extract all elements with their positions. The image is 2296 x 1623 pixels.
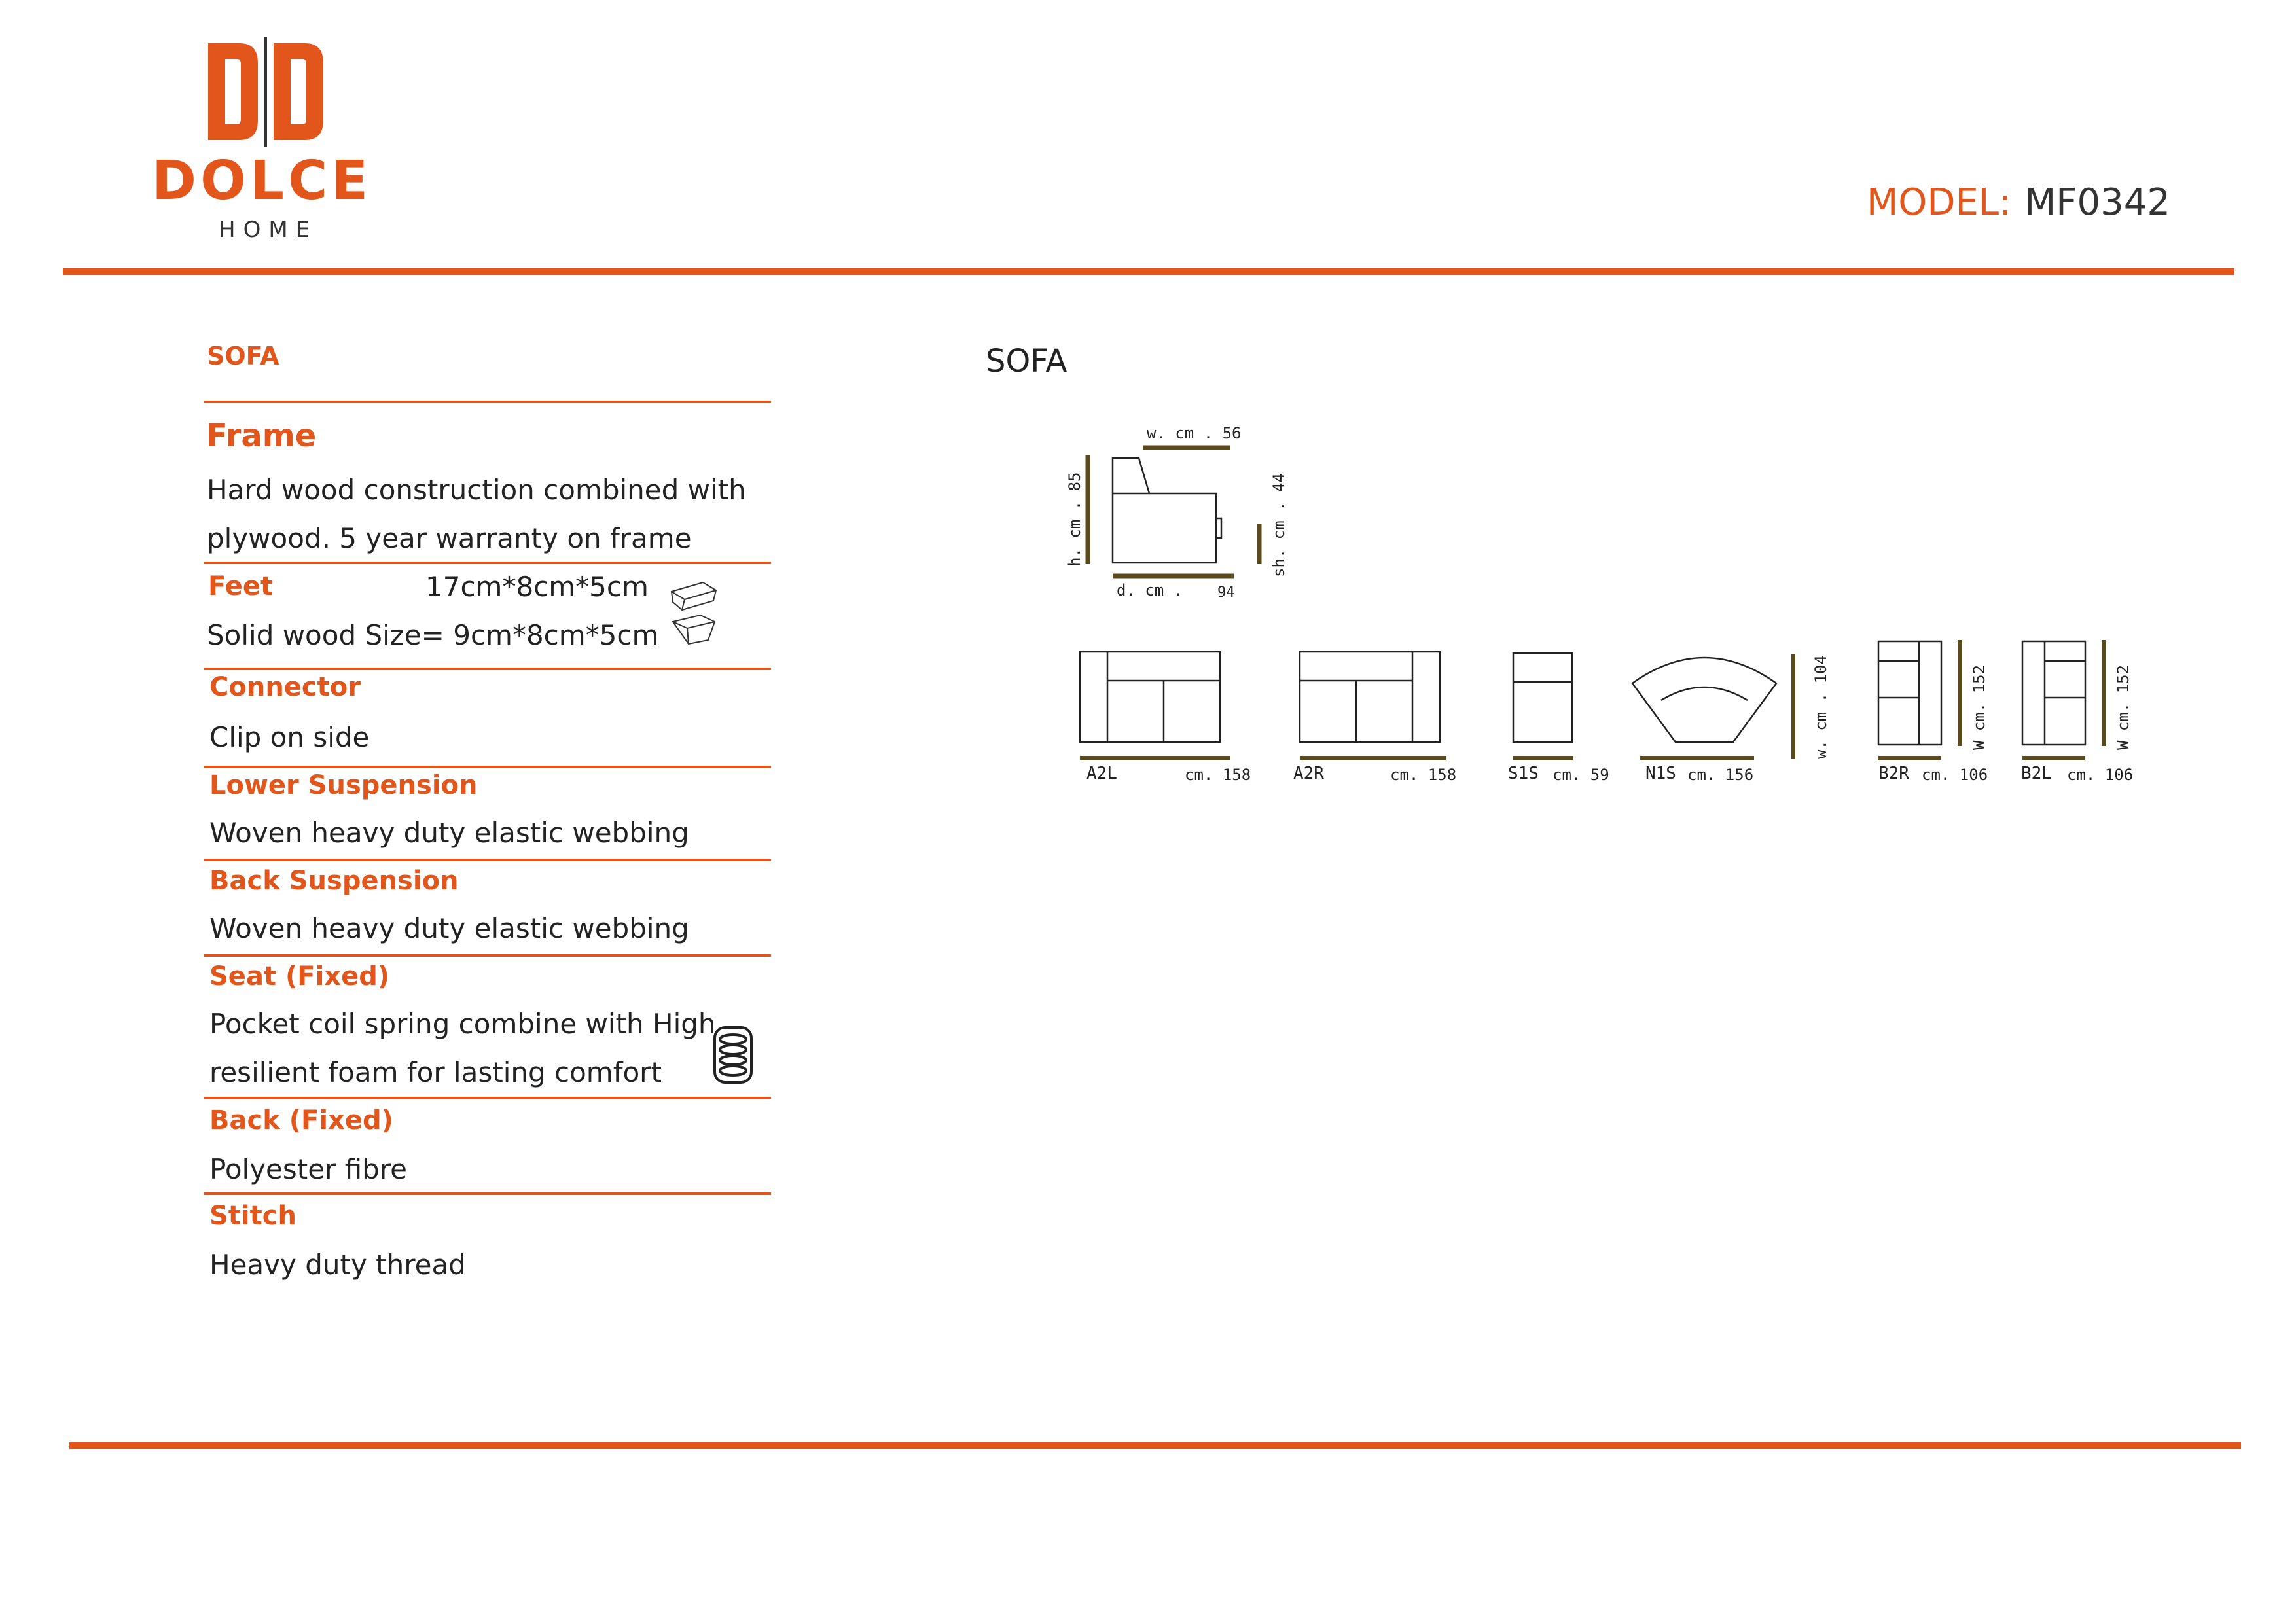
module-b2r-code: B2R	[1878, 764, 1909, 783]
module-s1s-drawing	[1513, 653, 1572, 742]
module-b2r-drawing	[1878, 641, 1941, 745]
module-b2l-drawing	[2022, 641, 2085, 745]
spec-title: SOFA	[207, 342, 279, 370]
brand-name: DOLCE	[152, 150, 372, 212]
module-b2r-size: cm. 106	[1922, 766, 1988, 784]
module-b2l-code: B2L	[2021, 764, 2052, 783]
brand-sub: HOME	[219, 217, 318, 243]
b2r-width-dimension: W cm. 152	[1970, 664, 1988, 750]
module-a2l-code: A2L	[1086, 764, 1117, 783]
stitch-title: Stitch	[209, 1201, 296, 1231]
module-a2l-size: cm. 158	[1185, 766, 1251, 784]
frame-line-1: Hard wood construction combined with	[207, 474, 746, 506]
module-s1s-size: cm. 59	[1552, 766, 1609, 784]
back-fixed-title: Back (Fixed)	[209, 1105, 393, 1135]
depth-dimension: d. cm .	[1117, 581, 1183, 599]
back-suspension-line: Woven heavy duty elastic webbing	[209, 912, 689, 944]
frame-line-2: plywood. 5 year warranty on frame	[207, 522, 692, 554]
model-number: MF0342	[2024, 181, 2170, 224]
seat-line-1: Pocket coil spring combine with High	[209, 1008, 716, 1040]
module-s1s-code: S1S	[1508, 764, 1539, 783]
connector-line: Clip on side	[209, 721, 370, 753]
lower-suspension-line: Woven heavy duty elastic webbing	[209, 817, 689, 849]
drawing-title: SOFA	[986, 343, 1067, 380]
corner-width-dimension: w. cm . 104	[1812, 655, 1830, 759]
feet-size: 17cm*8cm*5cm	[425, 571, 649, 603]
model-label-text: MODEL:	[1866, 181, 2011, 224]
feet-line: Solid wood Size= 9cm*8cm*5cm	[207, 619, 659, 651]
seat-height-dimension: sh. cm . 44	[1270, 473, 1288, 577]
module-n1s-code: N1S	[1645, 764, 1676, 783]
lower-suspension-title: Lower Suspension	[209, 770, 478, 800]
module-n1s-drawing	[1632, 658, 1776, 742]
connector-title: Connector	[209, 672, 361, 702]
module-n1s-size: cm. 156	[1687, 766, 1754, 784]
module-a2r-size: cm. 158	[1390, 766, 1457, 784]
width-dimension: w. cm . 56	[1147, 424, 1242, 442]
feet-title: Feet	[208, 571, 274, 601]
footer-rule	[69, 1442, 2241, 1449]
height-dimension: h. cm . 85	[1066, 472, 1084, 567]
module-a2r-code: A2R	[1293, 764, 1324, 783]
back-fixed-line: Polyester fibre	[209, 1153, 407, 1185]
b2l-width-dimension: W cm. 152	[2114, 664, 2132, 750]
side-view-drawing	[1113, 458, 1221, 563]
module-a2r-drawing	[1300, 652, 1440, 742]
module-a2l-drawing	[1080, 652, 1220, 742]
depth-dimension-value: 94	[1217, 584, 1235, 601]
back-suspension-title: Back Suspension	[209, 866, 459, 896]
frame-title: Frame	[206, 418, 317, 454]
module-b2l-size: cm. 106	[2067, 766, 2134, 784]
seat-title: Seat (Fixed)	[209, 961, 390, 991]
seat-line-2: resilient foam for lasting comfort	[209, 1056, 662, 1088]
stitch-line: Heavy duty thread	[209, 1249, 466, 1281]
